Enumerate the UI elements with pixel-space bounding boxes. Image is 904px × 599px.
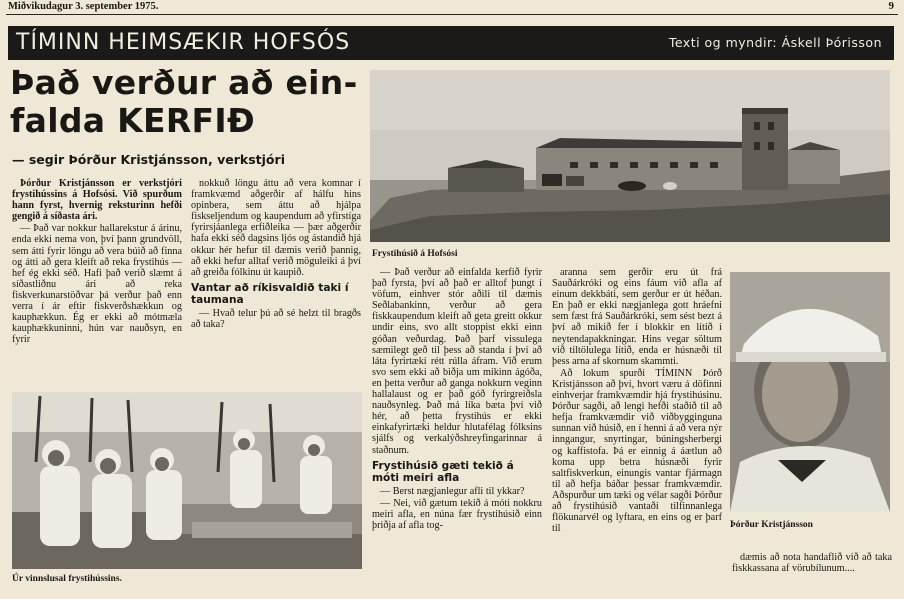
paragraph: Að lokum spurði TÍMINN Þórð Kristjánsson að því, hvort væru á döfinni einhverjar framkvæmdir hjá frystihúsinu. Þórður sagði, að lengi hefði staðið til að hefja framkvæmdir við viðbygginguna sunnan við húsið, en í henni á að vera nýr inngangur, snyrtingar, búningsherbergi og kaffistofa. Þá er einnig á áætlun að koma upp betra húsnæði fyrir saltfiskverkun, einungis vantar fjármagn til að hefja báðar þessar framkvæmdir. Aðspurður um tæki og vélar sagði Þórður að frystihúsið vantaði tilfinnanlega flökunarvél og lyftara, en eins og er þarf til <box>552 367 722 535</box>
section-banner <box>8 26 894 60</box>
paragraph: nokkuð löngu áttu að vera komnar í framkvæmd aðgerðir af hálfu hins opinbera, sem áttu að hjálpa fiskseljendum og kaupendum að yfirstíga fyrirsjáanlega erfiðleika — þær aðgerðir hafa ekki séð dagsins ljós og ástandið hjá okkur hér hefur til dæmis verið þannig, að ekki hefur alltaf verið möguleiki á því að greiða fólkinu út kaupið. <box>191 178 361 278</box>
paragraph: aranna sem gerðir eru út frá Sauðárkróki og eins fáum við afla af einum dekkbáti, sem gerður er út héðan. En það er ekki nægjanlega gott hráefni sem fæst frá Sauðárkróki, sem sést bezt á því að mikið fer í blokkir en lítið í neytendapakkningar. Hins vegar söltum við tiltölulega lítið, enda er húsnæði til þess arna af skornum skammti. <box>552 267 722 367</box>
paragraph: — Það var nokkur hallarekstur á árinu, enda ekki nema von, því þann grundvöll, sem átti fyrir löngu að vera búið að finna og átti að gera kleift að reka frystihús — hef ég ekki séð. Hafi það verið slæmt á síðastliðnu ári að reka fiskverkunarstöðvar þá verður það enn verra í ár eftir fiskverðshækkun og kauphækkun. Ég er ekki að mótmæla kauphækkuninni, hún var nauðsyn, en fyrir <box>12 223 182 346</box>
paragraph: — Berst nægjanlegur afli til ykkar? <box>380 485 525 497</box>
page-header <box>6 0 898 15</box>
subheading: Frystihúsið gæti tekið á móti meiri afla <box>372 459 514 484</box>
paragraph: — Það verður að einfalda kerfið fyrir það fyrsta, því að það er alltof þungt í vöfum, einhver stór aðili til dæmis Seðlabankinn, verður að gera fiskkaupendum kleift að geta greitt okkur undir eins, svo allt stoppist ekki einn góðan veðurdag. Það þarf vissulega sæmilegt geð til þess að standa í því að láta fyrirtækí rétt rúlla áfram. Við erum svo sem ekki að biðja um mikinn ágóða, en þetta verður að ganga nokkurn veginn hallalaust og er það góð fyrirgreiðsla nauðsynleg. Það má líka bæta því við hér, að þetta frystihús er ekki einkafyrirtæki heldur hlutafélag fólksins sjálfs og verkalýðshreyfingarinnar á staðnum. <box>372 267 542 456</box>
portrait-caption: Þórður Kristjánsson <box>730 520 813 530</box>
paragraph: — Hvað telur þú að sé helzt til bragðs að taka? <box>191 307 361 330</box>
banner-title: TÍMINN HEIMSÆKIR HOFSÓS <box>16 30 351 55</box>
article-column-4 <box>552 267 722 535</box>
banner-credit: Texti og myndir: Áskell Þórisson <box>668 35 882 50</box>
article-column-1 <box>12 178 182 346</box>
issue-date: Miðvikudagur 3. september 1975. <box>8 1 159 12</box>
building-photo <box>370 70 890 242</box>
paragraph: dæmis að nota handaflið við að taka fiskkassana af vörubílunum.... <box>732 552 892 575</box>
headline <box>10 64 365 140</box>
lead-paragraph: Þórður Kristjánsson er verkstjóri frystihússins á Hofsósi. Við spurðum hann fyrst, hvernig reksturinn hefði gengið á síðasta ári. <box>12 178 182 223</box>
paragraph: — Nei, við gætum tekið á móti nokkru meiri afla, en núna fær frystihúsið einn þriðja af afla tog- <box>372 497 542 531</box>
article-column-3 <box>372 267 542 532</box>
page-number: 9 <box>888 0 894 12</box>
headline-line-2: falda KERFIÐ <box>10 101 255 140</box>
headline-line-1: Það verður að ein- <box>10 63 358 102</box>
workers-caption: Úr vinnslusal frystihússins. <box>12 574 122 584</box>
workers-photo <box>12 392 362 569</box>
article-column-2 <box>191 178 361 331</box>
article-column-5 <box>732 552 892 575</box>
building-caption: Frystihúsið á Hofsósi <box>372 249 458 259</box>
subheading: Vantar að ríkisvaldið taki í taumana <box>191 281 349 306</box>
subheadline: — segir Þórður Kristjánsson, verkstjóri <box>12 152 285 167</box>
portrait-photo <box>730 272 890 512</box>
